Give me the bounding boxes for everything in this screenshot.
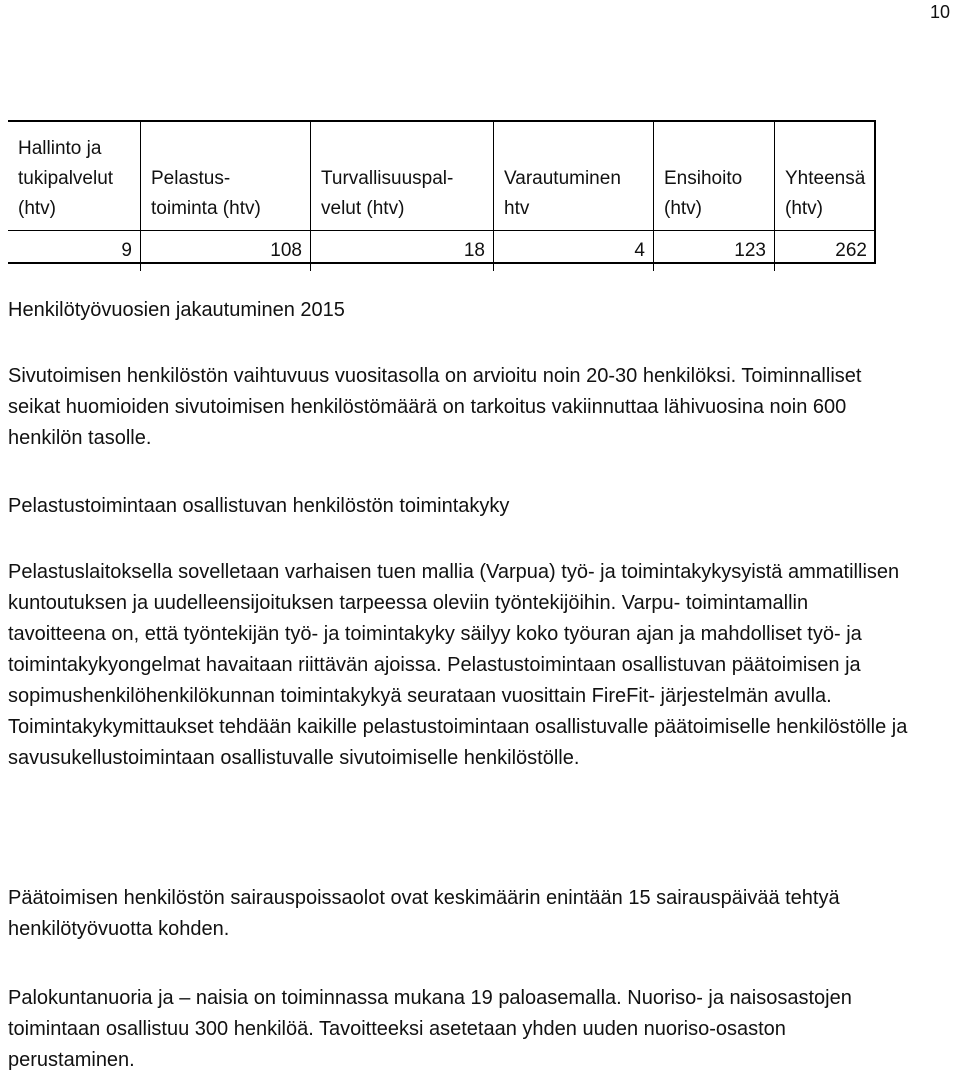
table-cell: 262 [835,240,867,261]
paragraph: Pelastuslaitoksella sovelletaan varhaisen tuen mallia (Varpua) työ- ja toimintakykysyistä ammatillisen kuntoutuksen ja uudelleensijoituksen tarpeessa oleviin työntekijöihin. Varpu- toimintamallin tavoitteena on, että työntekijän työ- ja toimintakyky säilyy koko työuran ajan ja mahdolliset työ- ja toimintakykyongelmat havaitaan riittävän ajoissa. Pelastustoimintaan osallistuvan päätoimisen ja sopimushenkilöhenkilökunnan toimintakykyä seurataan vuosittain FireFit- järjestelmän avulla. Toimintakykymittaukset tehdään kaikille pelastustoimintaan osallistuvalle päätoimiselle henkilöstölle ja savusukellustoimintaan osallistuvalle sivutoimiselle henkilöstölle. [8,561,908,769]
section-heading: Pelastustoimintaan osallistuvan henkilöstön toimintakyky [8,495,510,517]
header-cell: Pelastus- toiminta (htv) [141,120,311,231]
paragraph: Sivutoimisen henkilöstön vaihtuvuus vuositasolla on arvioitu noin 20-30 henkilöksi. Toiminnalliset seikat huomioiden sivutoimisen henkilöstömäärä on tarkoitus vakiinnuttaa lähivuosina noin 600 henkilön tasolle. [8,365,862,449]
table-cell: 123 [654,231,775,272]
header-cell: Varautuminen htv [494,120,654,231]
paragraph: Päätoimisen henkilöstön sairauspoissaolot ovat keskimäärin enintään 15 sairauspäivää tehtyä henkilötyövuotta kohden. [8,887,840,940]
page-number: 10 [929,2,950,22]
table-cell: 108 [141,231,311,272]
header-cell: Ensihoito (htv) [654,120,775,231]
section-heading: Henkilötyövuosien jakautuminen 2015 [8,299,345,321]
header-cell: Turvallisuuspal- velut (htv) [311,120,494,231]
header-cell: Yhteensä (htv) [775,120,876,231]
header-cell: Hallinto ja tukipalvelut (htv) [8,120,141,231]
table-row [8,231,875,272]
table-cell: 4 [494,231,654,272]
table-header-row [8,120,875,231]
table-cell: 9 [8,231,141,272]
paragraph: Palokuntanuoria ja – naisia on toiminnassa mukana 19 paloasemalla. Nuoriso- ja naisosastojen toimintaan osallistuu 300 henkilöä. Tavoitteeksi asetetaan yhden uuden nuoriso-osaston perustaminen. [8,987,852,1071]
table-cell: 18 [311,231,494,272]
staff-table [8,120,875,271]
